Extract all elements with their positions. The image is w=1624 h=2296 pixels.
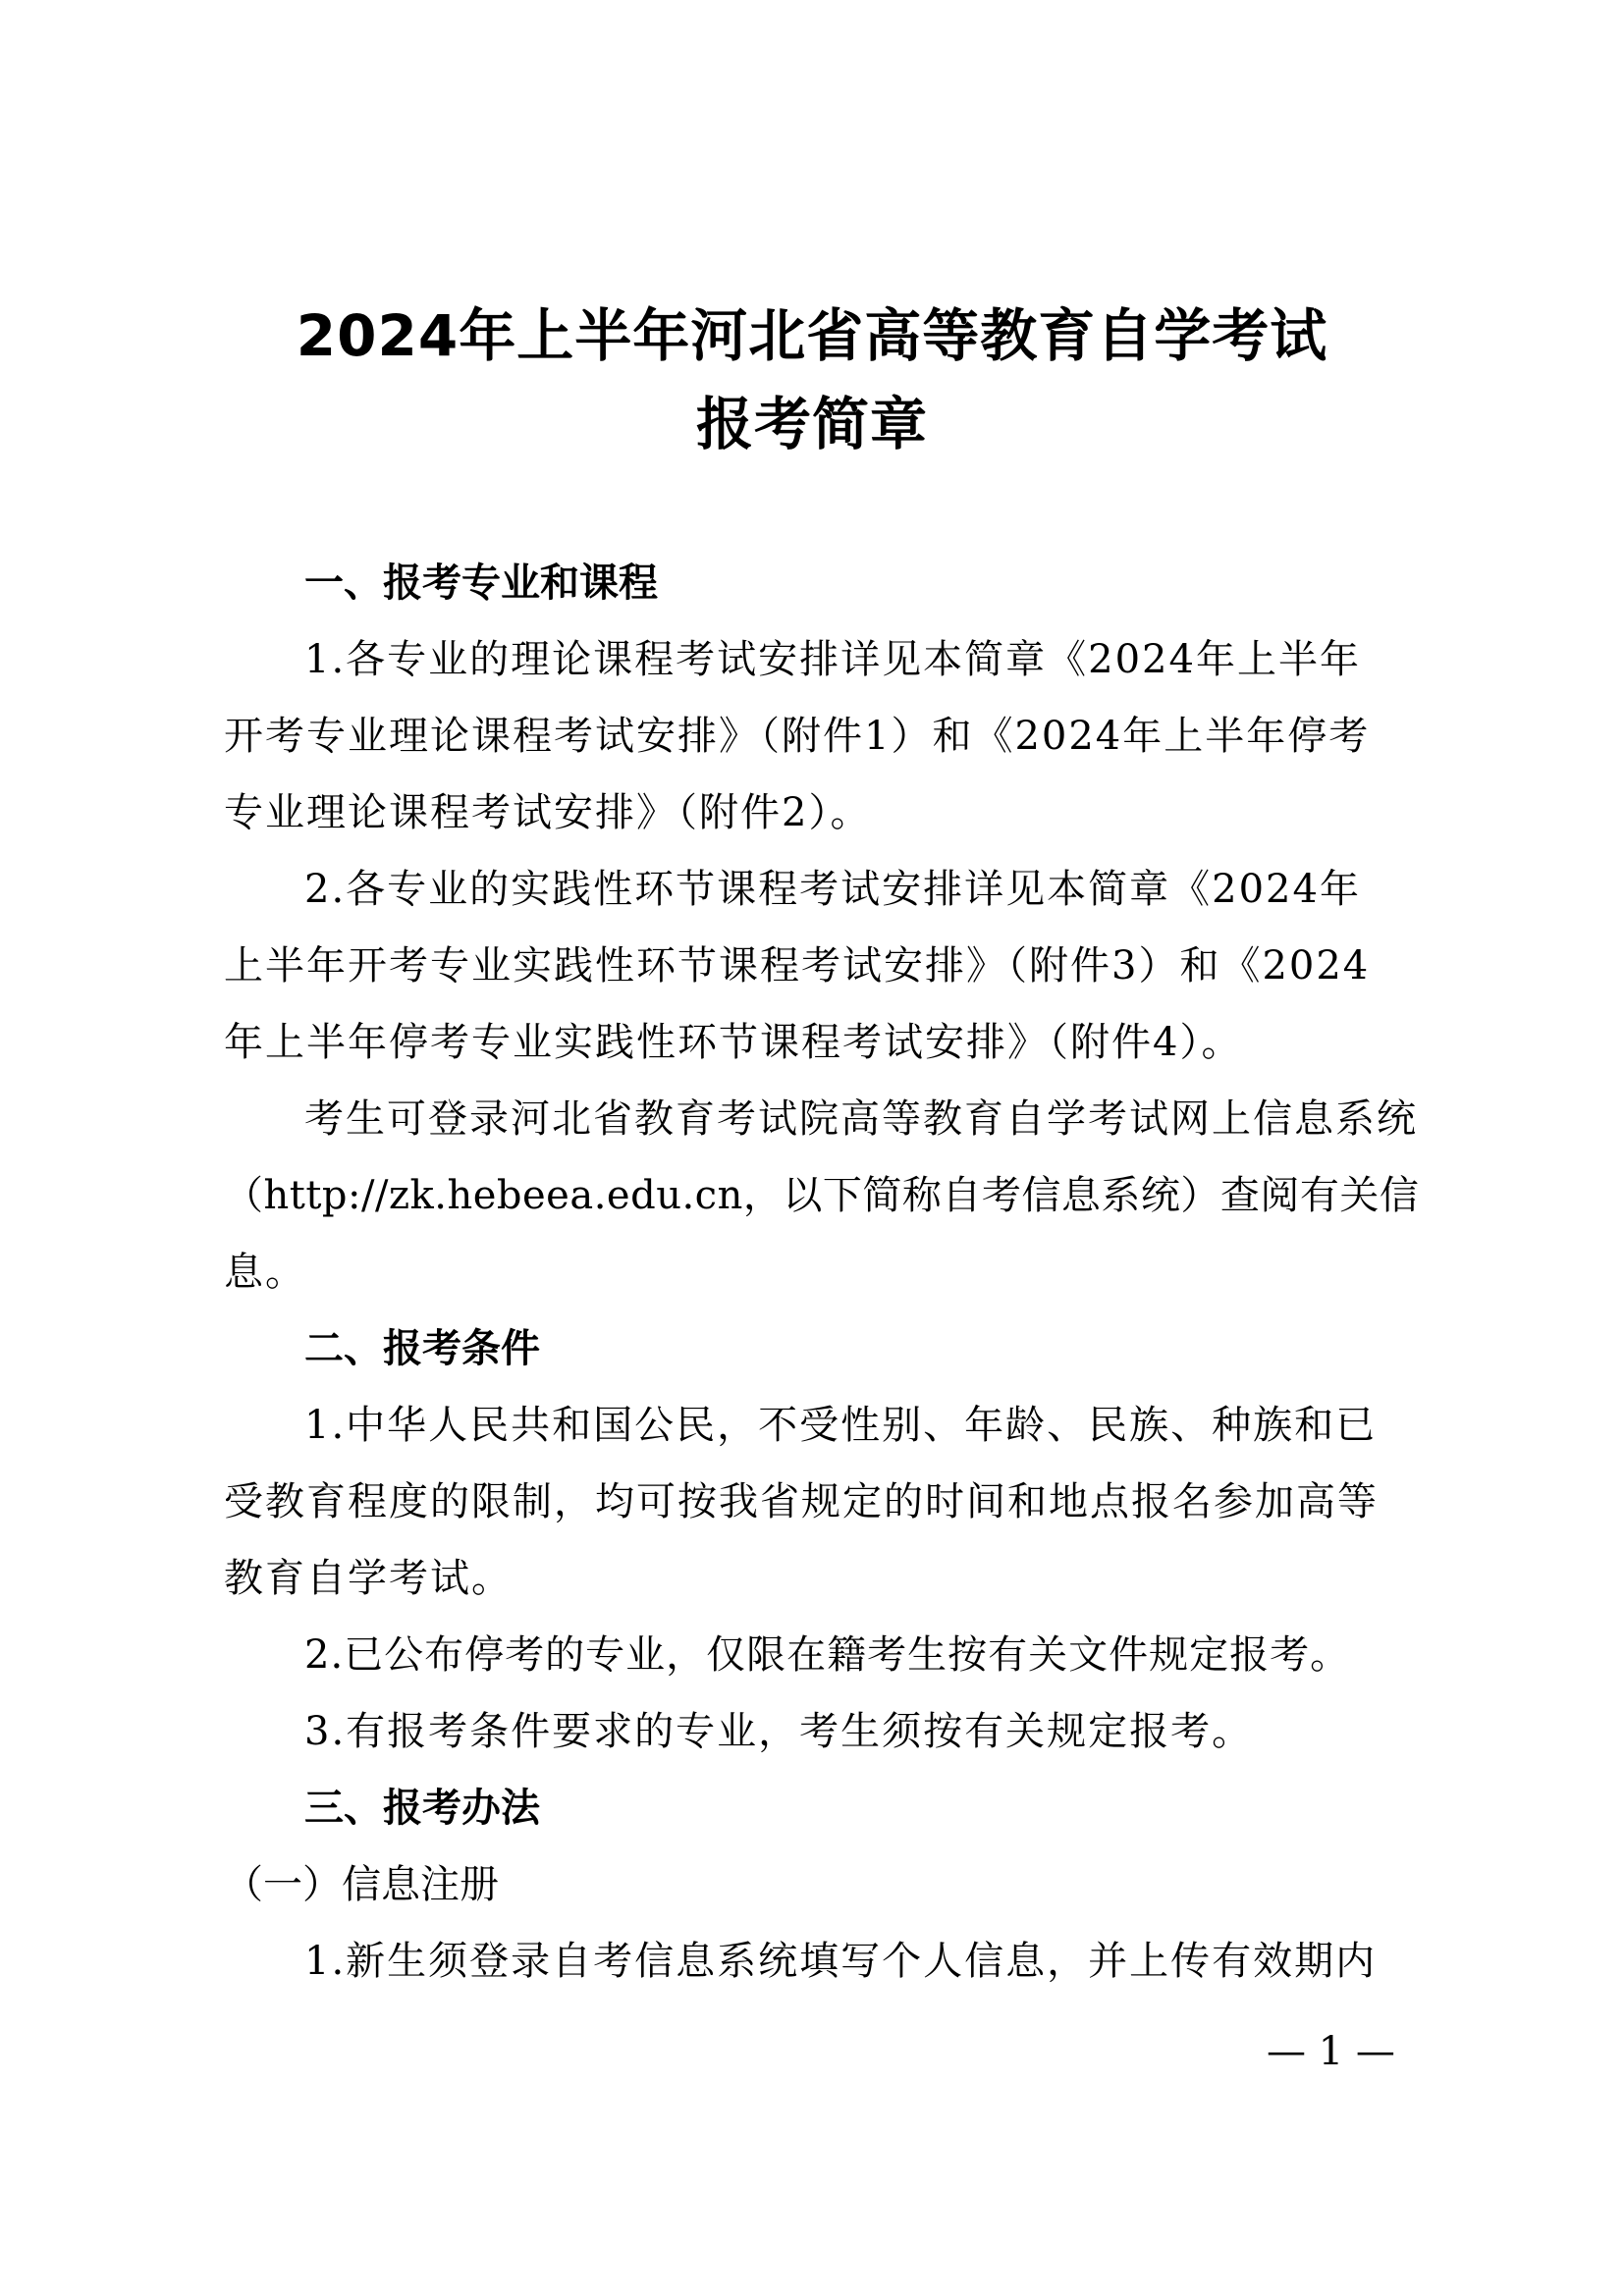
section-heading-methods: 三、报考办法 <box>304 1786 540 1831</box>
paragraph-line: 开考专业理论课程考试安排》（附件1）和《2024年上半年停考 <box>224 714 1371 759</box>
section-heading-conditions: 二、报考条件 <box>304 1326 540 1371</box>
paragraph-line: 考生可登录河北省教育考试院高等教育自学考试网上信息系统 <box>304 1096 1418 1142</box>
paragraph-line: 2.各专业的实践性环节课程考试安排详见本简章《2024年 <box>304 867 1361 912</box>
paragraph-line: 教育自学考试。 <box>224 1556 513 1601</box>
paragraph-line: 3.有报考条件要求的专业，考生须按有关规定报考。 <box>304 1709 1254 1754</box>
paragraph-line: 年上半年停考专业实践性环节课程考试安排》（附件4）。 <box>224 1020 1243 1065</box>
document-subtitle: 报考简章 <box>695 391 928 457</box>
paragraph-line: 上半年开考专业实践性环节课程考试安排》（附件3）和《2024 <box>224 943 1371 988</box>
document-title: 2024年上半年河北省高等教育自学考试 <box>296 302 1328 369</box>
paragraph-line: 2.已公布停考的专业，仅限在籍考生按有关文件规定报考。 <box>304 1632 1351 1678</box>
paragraph-line: 息。 <box>224 1250 306 1295</box>
paragraph-line: 1.新生须登录自考信息系统填写个人信息，并上传有效期内 <box>304 1939 1378 1984</box>
section-heading-majors-courses: 一、报考专业和课程 <box>304 561 658 606</box>
page-number: — 1 — <box>1267 2029 1395 2074</box>
paragraph-line: 受教育程度的限制，均可按我省规定的时间和地点报名参加高等 <box>224 1479 1379 1524</box>
paragraph-line: 1.各专业的理论课程考试安排详见本简章《2024年上半年 <box>304 637 1361 682</box>
subsection-heading-registration: （一）信息注册 <box>224 1862 499 1907</box>
paragraph-line: 1.中华人民共和国公民，不受性别、年龄、民族、种族和已 <box>304 1403 1378 1448</box>
document-body <box>224 545 1430 2000</box>
paragraph-line-url: （http://zk.hebeea.edu.cn，以下简称自考信息系统）查阅有关信 <box>224 1173 1420 1218</box>
paragraph-line: 专业理论课程考试安排》（附件2）。 <box>224 790 872 835</box>
